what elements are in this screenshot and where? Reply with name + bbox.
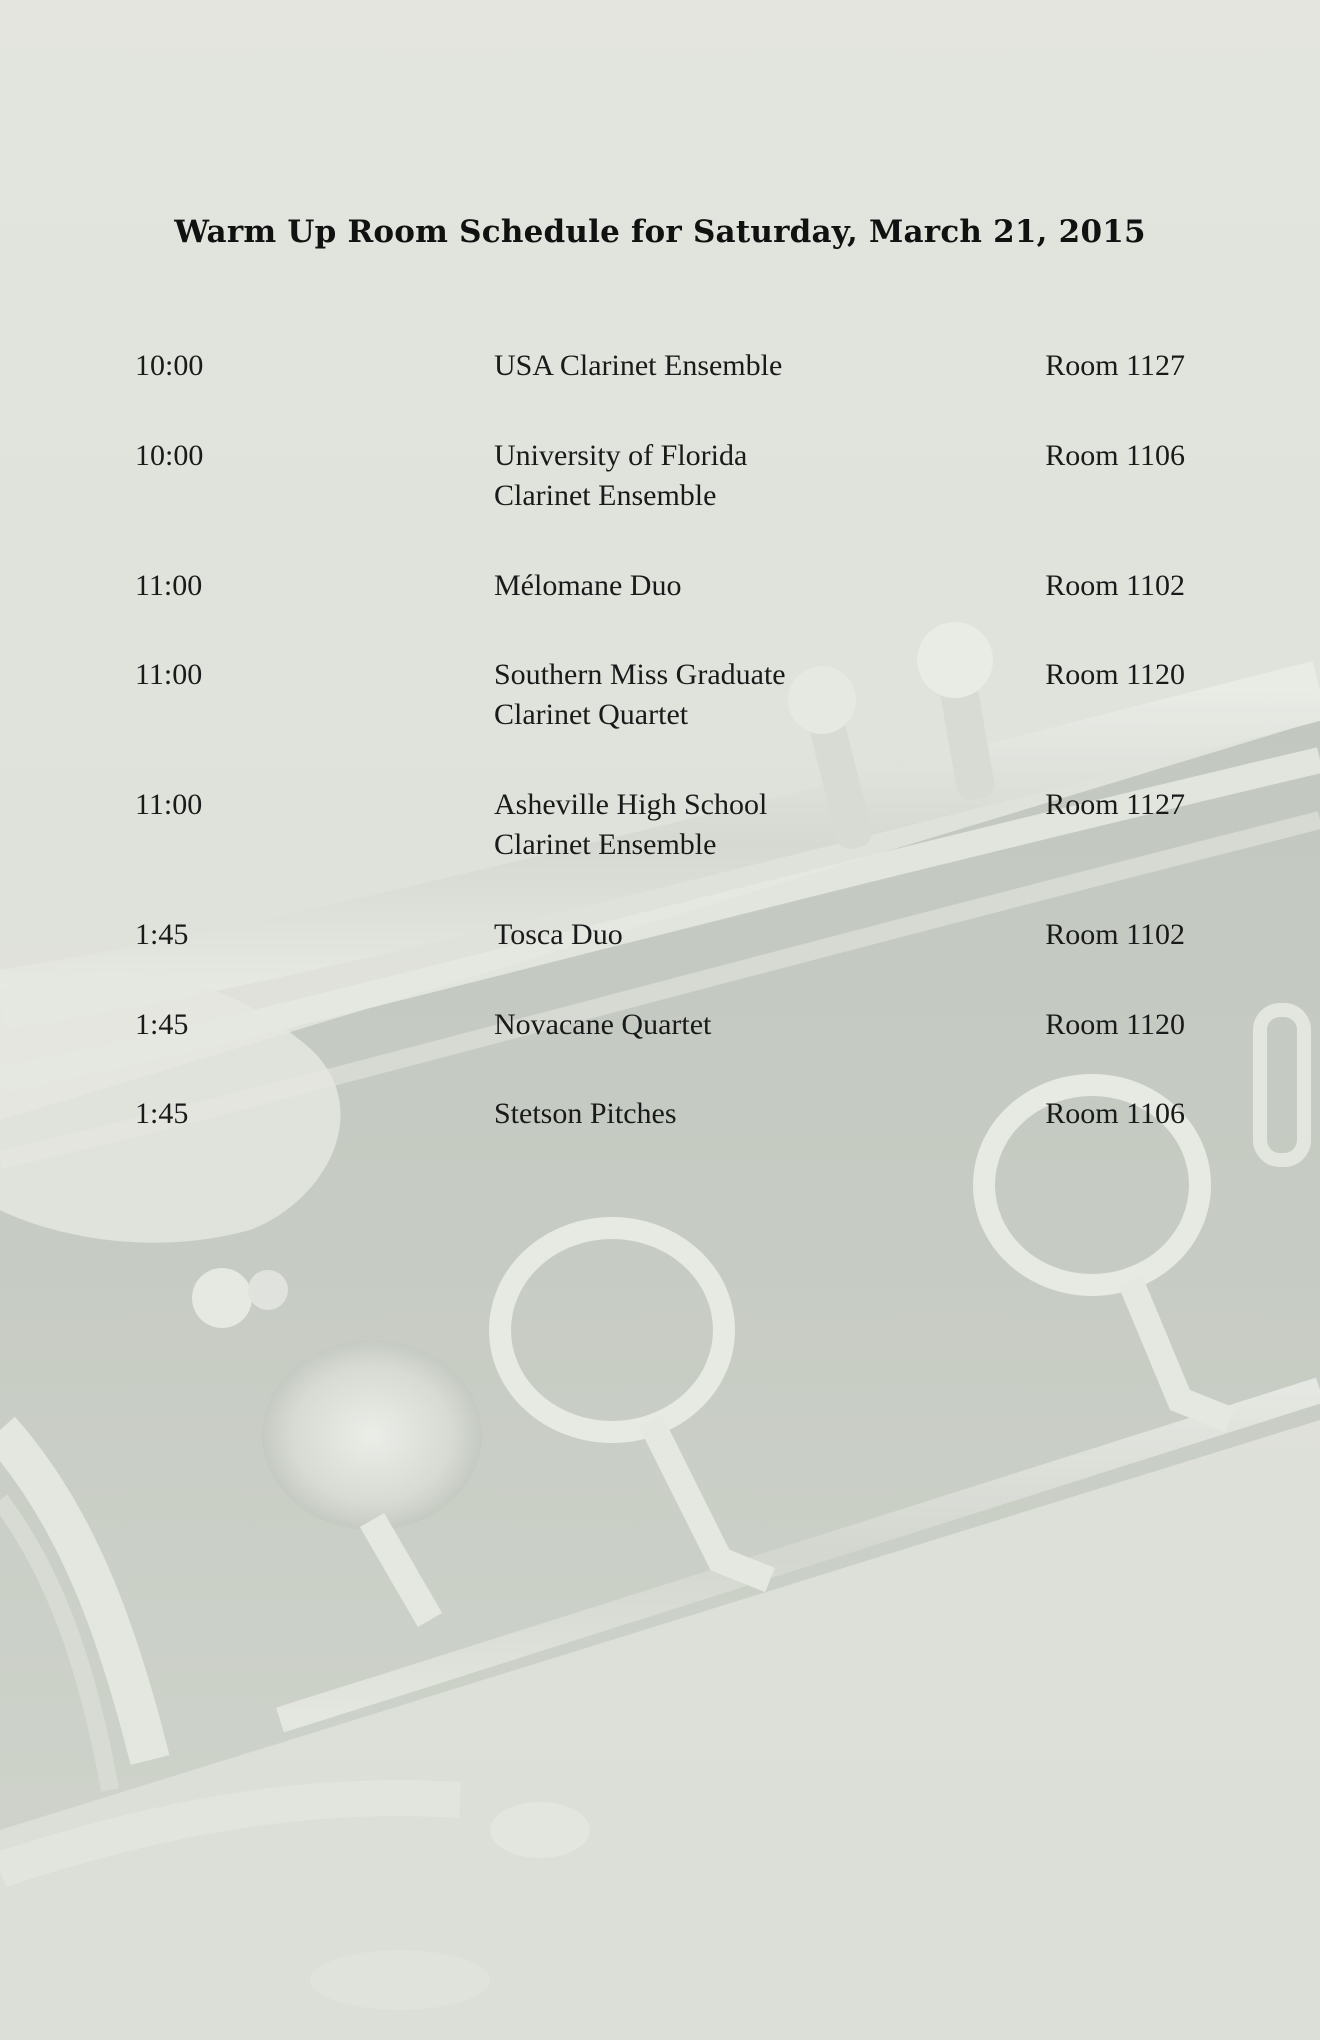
time-cell: 11:00 (135, 658, 203, 691)
time-cell: 11:00 (135, 569, 203, 602)
time-cell: 1:45 (135, 918, 189, 951)
page-title: Warm Up Room Schedule for Saturday, March 21, 2015 (174, 214, 1146, 250)
room-cell: Room 1106 (1045, 439, 1185, 472)
time-cell: 10:00 (135, 349, 204, 382)
ensemble-cell: Stetson Pitches (494, 1097, 677, 1130)
room-cell: Room 1127 (1045, 788, 1185, 821)
time-cell: 1:45 (135, 1097, 189, 1130)
room-cell: Room 1127 (1045, 349, 1185, 382)
ensemble-cell: USA Clarinet Ensemble (494, 349, 783, 382)
ensemble-cell: Southern Miss Graduate Clarinet Quartet (494, 658, 786, 731)
ensemble-cell: Novacane Quartet (494, 1008, 712, 1041)
room-cell: Room 1120 (1045, 1008, 1185, 1041)
room-cell: Room 1120 (1045, 658, 1185, 691)
ensemble-cell: University of Florida Clarinet Ensemble (494, 439, 748, 512)
time-cell: 10:00 (135, 439, 204, 472)
ensemble-cell: Tosca Duo (494, 918, 623, 951)
ensemble-cell: Asheville High School Clarinet Ensemble (494, 788, 768, 861)
room-cell: Room 1102 (1045, 918, 1185, 951)
time-cell: 1:45 (135, 1008, 189, 1041)
room-cell: Room 1102 (1045, 569, 1185, 602)
ensemble-cell: Mélomane Duo (494, 569, 682, 602)
room-cell: Room 1106 (1045, 1097, 1185, 1130)
time-cell: 11:00 (135, 788, 203, 821)
